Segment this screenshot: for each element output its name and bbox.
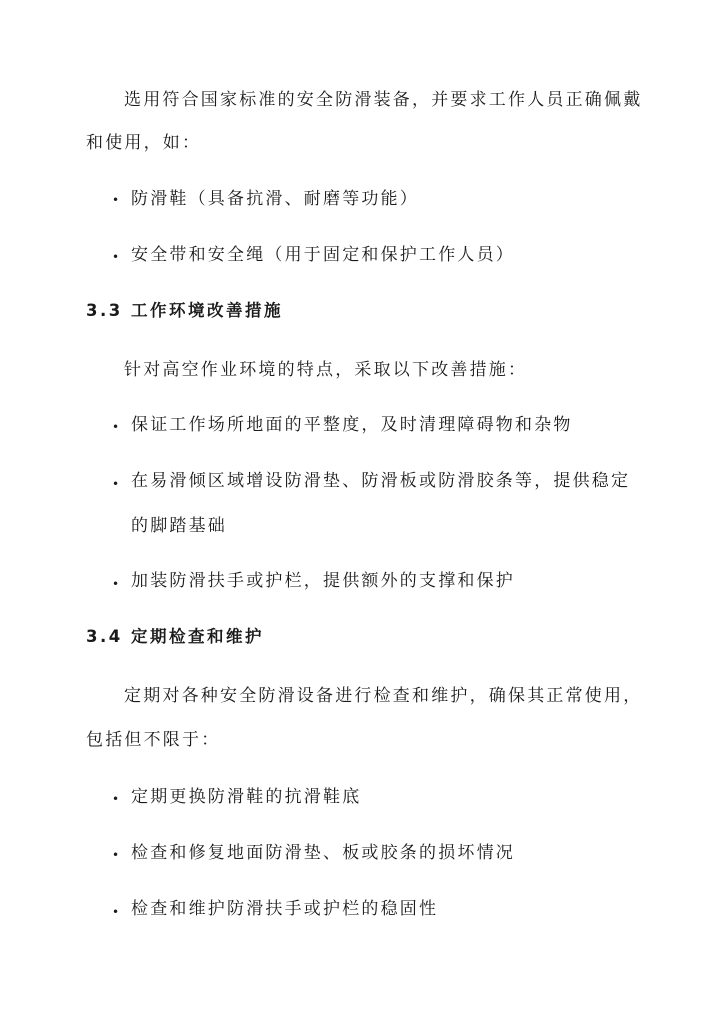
paragraph-line: 和使用，如： [86, 133, 202, 153]
bullet-glyph: • [112, 193, 120, 207]
list-item: 检查和修复地面防滑垫、板或胶条的损坏情况 [131, 843, 515, 863]
list-item: 防滑鞋（具备抗滑、耐磨等功能） [131, 189, 419, 209]
paragraph-line: 针对高空作业环境的特点，采取以下改善措施： [124, 360, 528, 380]
list-item: 定期更换防滑鞋的抗滑鞋底 [131, 787, 362, 807]
list-item: 加装防滑扶手或护栏，提供额外的支撑和保护 [131, 571, 515, 591]
section-heading: 3.3 工作环境改善措施 [86, 301, 283, 320]
bullet-glyph: • [112, 477, 120, 491]
list-item: 安全带和安全绳（用于固定和保护工作人员） [131, 245, 515, 265]
list-item-continuation: 的脚踏基础 [131, 516, 227, 536]
list-item: 在易滑倾区域增设防滑垫、防滑板或防滑胶条等，提供稳定 [131, 471, 631, 491]
paragraph-line: 包括但不限于： [86, 730, 221, 750]
section-heading: 3.4 定期检查和维护 [86, 627, 264, 646]
paragraph-line: 选用符合国家标准的安全防滑装备，并要求工作人员正确佩戴 [124, 90, 643, 110]
bullet-glyph: • [112, 905, 120, 919]
list-item: 保证工作场所地面的平整度，及时清理障碍物和杂物 [131, 415, 573, 435]
bullet-glyph: • [112, 420, 120, 434]
paragraph-line: 定期对各种安全防滑设备进行检查和维护，确保其正常使用， [124, 686, 643, 706]
bullet-glyph: • [112, 848, 120, 862]
list-item: 检查和维护防滑扶手或护栏的稳固性 [131, 899, 439, 919]
bullet-glyph: • [112, 250, 120, 264]
bullet-glyph: • [112, 792, 120, 806]
bullet-glyph: • [112, 577, 120, 591]
